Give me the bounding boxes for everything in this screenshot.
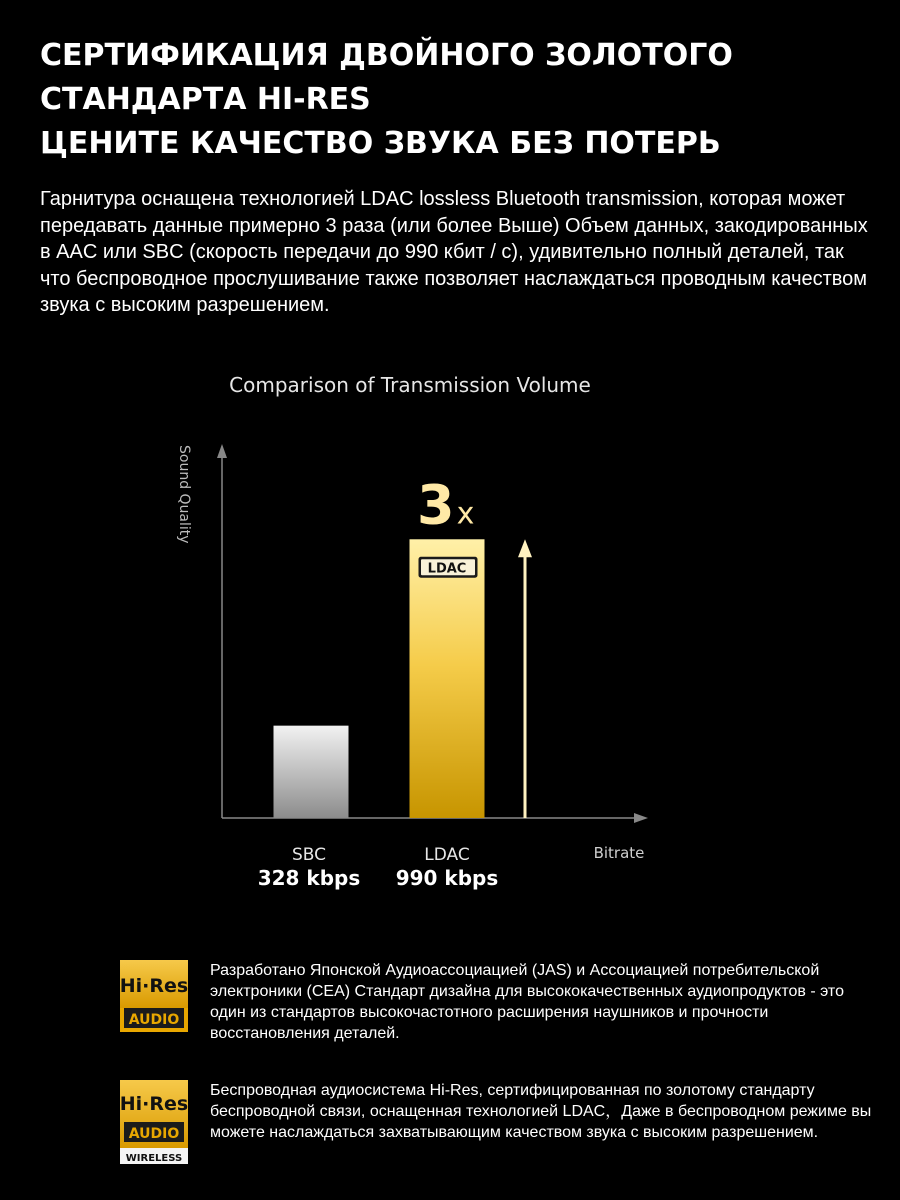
y-axis: [217, 444, 227, 818]
y-axis-label: Sound Quality: [176, 445, 192, 544]
title-line-1: СЕРТИФИКАЦИЯ ДВОЙНОГО ЗОЛОТОГО: [40, 38, 733, 73]
multiplier-annotation: [417, 473, 474, 536]
logo-wireless-text: WIRELESS: [125, 1153, 183, 1164]
bar-sbc: [274, 726, 349, 818]
logo-hires-text: Hi·Res: [120, 975, 188, 997]
ldac-logo-badge: [419, 557, 477, 577]
page-title: [40, 34, 733, 166]
chart-title: Comparison of Transmission Volume: [229, 373, 591, 397]
hi-res-audio-wireless-logo: [120, 1080, 188, 1166]
certification-text-1: Разработано Японской Аудиоассоциацией (JAS) и Ассоциацией потребительской электроники (CEA) Стандарт дизайна для высококачественных аудиопродуктов - это один из стандартов высокочастотного расширения наушников и прочности восстановления деталей.: [210, 962, 844, 1042]
transmission-chart: [0, 360, 900, 920]
x-axis-label: Bitrate: [593, 844, 645, 862]
certification-text-2: Беспроводная аудиосистема Hi-Res, сертифицированная по золотому стандарту беспроводной связи, оснащенная технологией LDAC，Даже в беспроводном режиме вы можете наслаждаться захватывающим качеством звука с высоким разрешением.: [210, 1082, 872, 1141]
quality-up-arrow: [518, 539, 532, 818]
category-label-ldac: LDAC: [424, 845, 470, 865]
multiplier-suffix: x: [456, 496, 475, 532]
multiplier-value: 3: [417, 473, 455, 537]
hi-res-audio-logo: [120, 960, 188, 1032]
category-label-sbc: SBC: [291, 845, 327, 865]
logo-hires-text: Hi·Res: [120, 1093, 188, 1115]
certification-hi-res-wireless: [120, 1080, 880, 1170]
ldac-logo-text: LDAC: [427, 561, 467, 577]
logo-audio-text: AUDIO: [128, 1126, 180, 1142]
logo-audio-text: AUDIO: [128, 1012, 180, 1028]
title-line-3: ЦЕНИТЕ КАЧЕСТВО ЗВУКА БЕЗ ПОТЕРЬ: [40, 126, 721, 161]
certification-hi-res-audio: [120, 960, 880, 1040]
bar-ldac: [410, 539, 485, 818]
intro-paragraph: Гарнитура оснащена технологией LDAC lossless Bluetooth transmission, которая может передавать данные примерно 3 раза (или более Выше) Объем данных, закодированных в AAC или SBC (скорость передачи до 990 кбит / с), удивительно полный деталей, так что беспроводное прослушивание также позволяет наслаждаться проводным качеством звука с высоким разрешением.: [40, 188, 868, 316]
value-label-sbc: 328 kbps: [257, 866, 361, 890]
value-label-ldac: 990 kbps: [395, 866, 499, 890]
title-line-2: СТАНДАРТА HI-RES: [40, 82, 371, 117]
